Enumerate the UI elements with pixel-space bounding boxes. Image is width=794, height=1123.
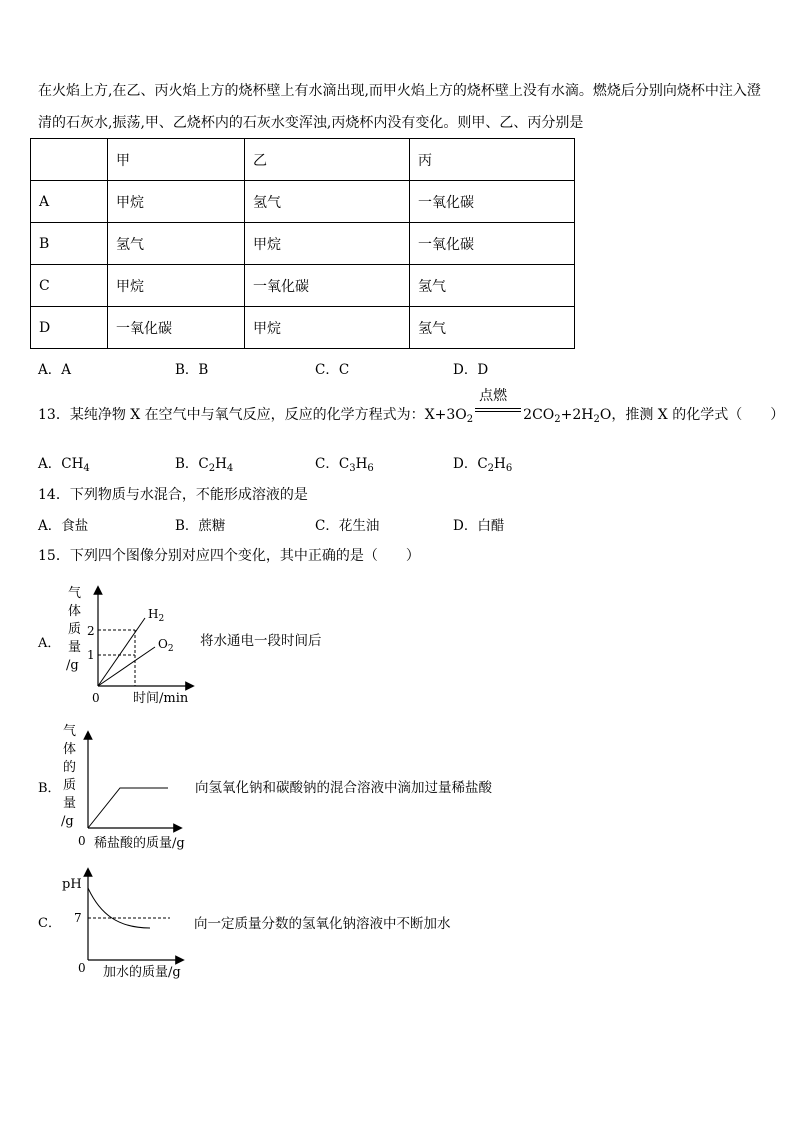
q13-equation-lhs: $X+3O_2$: [424, 407, 474, 425]
graph-b-origin: 0: [78, 834, 86, 848]
graph-b-xlabel: 稀盐酸的质量/g: [94, 836, 185, 851]
q13-option-a: A．$CH_4$: [38, 456, 90, 474]
graph-a-ylabel-char: 体: [68, 604, 82, 619]
table-cell: 甲烷: [245, 307, 410, 349]
table-cell: 一氧化碳: [410, 181, 575, 223]
graph-b-description: 向氢氧化钠和碳酸钠的混合溶液中滴加过量稀盐酸: [195, 780, 492, 796]
graph-a-ylabel-char: 气: [68, 586, 82, 601]
graph-a-xlabel: 时间/min: [133, 691, 189, 706]
graph-a-ylabel-char: 量: [68, 640, 82, 655]
table-cell: A: [31, 181, 108, 223]
q14-option-a: A．食盐: [38, 518, 89, 534]
table-cell: B: [31, 223, 108, 265]
graph-a-series-h2: [98, 618, 145, 686]
q14-option-c: C．花生油: [315, 518, 380, 534]
table-header-cell: 丙: [410, 139, 575, 181]
graph-a-origin: 0: [92, 691, 100, 705]
table-cell: 甲烷: [108, 181, 245, 223]
graph-a-series-o2: [98, 647, 155, 686]
q13-option-b: B．$C_2H_4$: [175, 456, 234, 474]
table-cell: D: [31, 307, 108, 349]
table-cell: 一氧化碳: [410, 223, 575, 265]
graph-a-label: A．: [38, 636, 61, 651]
graph-b-label: B．: [38, 781, 61, 796]
q13-equation-rhs: $2CO_2+2H_2O$: [523, 407, 612, 425]
graph-a-h2-label: $H_2$: [148, 607, 165, 624]
q12-stem-line1: 在火焰上方,在乙、丙火焰上方的烧杯壁上有水滴出现,而甲火焰上方的烧杯壁上没有水滴。燃烧后分别向烧杯中注入澄: [38, 83, 761, 99]
q12-option-b: B．B: [175, 362, 209, 378]
graph-c-origin: 0: [78, 961, 86, 975]
graph-a-ylabel-char: /g: [66, 658, 79, 673]
graph-b-ylabel-char: 质: [63, 778, 77, 793]
graph-c-ytick-7: 7: [74, 911, 82, 925]
table-cell: 甲烷: [245, 223, 410, 265]
table-cell: 氢气: [245, 181, 410, 223]
q12-option-d: D．D: [453, 362, 489, 378]
graph-c: [38, 872, 451, 980]
graph-b-ylabel-char: 气: [63, 724, 77, 739]
table-cell: 一氧化碳: [245, 265, 410, 307]
q15-stem: 15．下列四个图像分别对应四个变化，其中正确的是（ ）: [38, 548, 420, 564]
table-header-cell: 甲: [108, 139, 245, 181]
graph-b-ylabel-char: 量: [63, 796, 77, 811]
q13-prefix: 13．某纯净物 X 在空气中与氧气反应，反应的化学方程式为：: [38, 407, 425, 423]
graph-c-description: 向一定质量分数的氢氧化钠溶液中不断加水: [194, 916, 451, 932]
graph-c-label: C．: [38, 916, 61, 931]
graph-b-ylabel-char: /g: [61, 814, 74, 829]
q13-option-d: D．$C_2H_6$: [453, 456, 513, 474]
table-cell: 甲烷: [108, 265, 245, 307]
q13-suffix: ，推测 X 的化学式（ ）: [611, 407, 785, 423]
graph-c-xlabel: 加水的质量/g: [103, 965, 181, 980]
table-cell: 氢气: [410, 307, 575, 349]
table-header-cell: 乙: [245, 139, 410, 181]
q14-option-d: D．白醋: [453, 518, 505, 534]
graph-a-o2-label: $O_2$: [158, 637, 174, 654]
table-cell: C: [31, 265, 108, 307]
graph-a: [37, 586, 322, 706]
table-cell: 氢气: [410, 265, 575, 307]
q13-condition: 点燃: [479, 388, 508, 404]
q14-stem: 14．下列物质与水混合，不能形成溶液的是: [38, 487, 308, 503]
q12-option-a: A．A: [38, 362, 71, 378]
q12-option-c: C．C: [315, 362, 350, 378]
graph-b-ylabel-char: 的: [63, 760, 77, 775]
graph-b: [38, 724, 492, 851]
table-cell: 一氧化碳: [108, 307, 245, 349]
graph-a-ytick-2: 2: [87, 624, 95, 638]
q13-option-c: C．$C_3H_6$: [315, 456, 374, 474]
graph-b-ylabel-char: 体: [63, 742, 77, 757]
graph-c-series: [88, 888, 150, 928]
graph-b-series: [88, 788, 168, 828]
graph-a-ytick-1: 1: [87, 648, 95, 662]
graph-a-ylabel-char: 质: [68, 622, 82, 637]
q14-option-b: B．蔗糖: [175, 518, 226, 534]
table-cell: 氢气: [108, 223, 245, 265]
graph-a-description: 将水通电一段时间后: [200, 633, 322, 649]
graph-c-ylabel: pH: [62, 877, 82, 892]
q12-stem-line2: 清的石灰水,振荡,甲、乙烧杯内的石灰水变浑浊,丙烧杯内没有变化。则甲、乙、丙分别是: [38, 115, 584, 131]
